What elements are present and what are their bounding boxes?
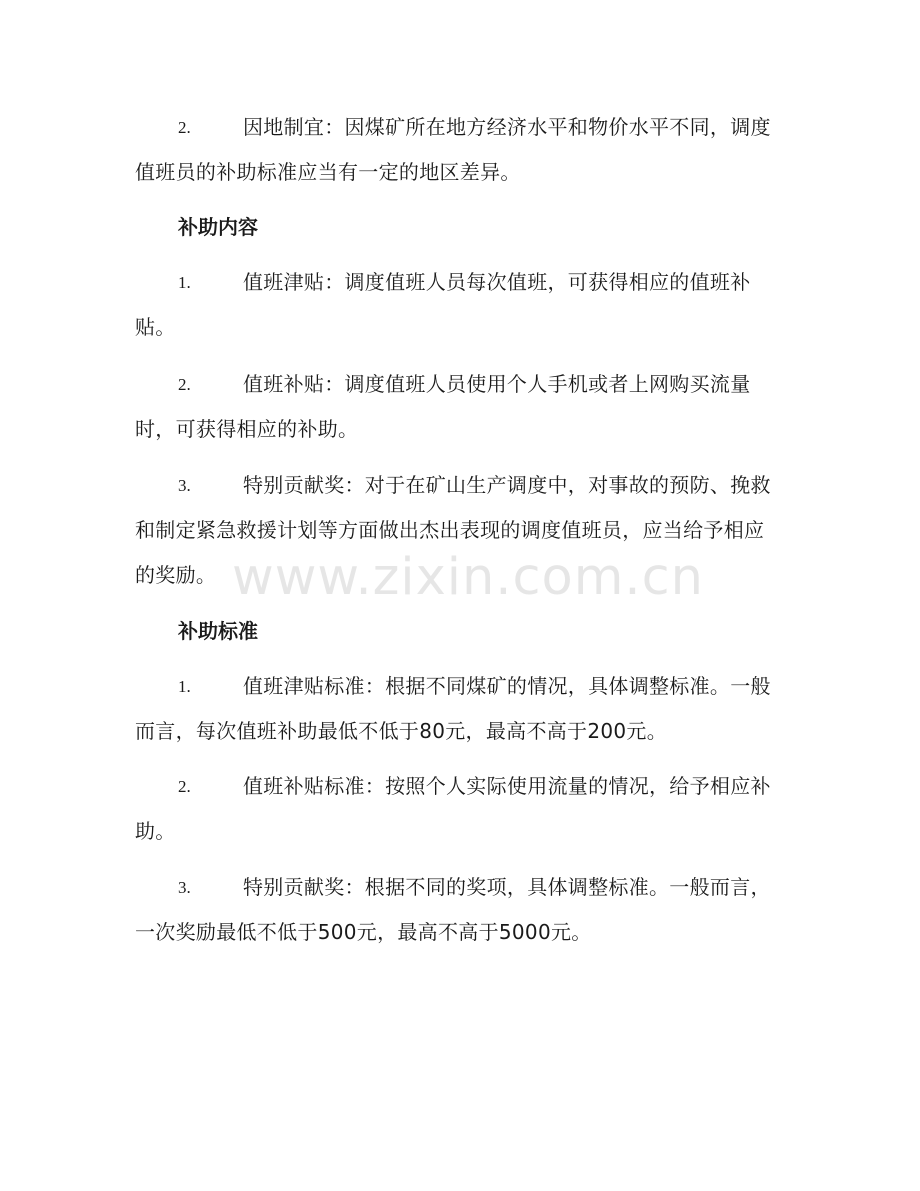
section-heading-standard: 补助标准 (178, 619, 258, 643)
item-number: 2. (178, 118, 191, 137)
list-item (135, 764, 780, 854)
item-number: 3. (178, 476, 191, 495)
item-text: 特别贡献奖：根据不同的奖项，具体调整标准。一般而言，一次奖励最低不低于500元，最高不高于5000元。 (135, 875, 771, 944)
item-number: 2. (178, 777, 191, 796)
list-item (135, 105, 780, 195)
item-number: 2. (178, 375, 191, 394)
item-text: 值班补贴：调度值班人员使用个人手机或者上网购买流量时，可获得相应的补助。 (135, 372, 751, 441)
item-text: 值班津贴：调度值班人员每次值班，可获得相应的值班补贴。 (135, 270, 751, 339)
item-text: 值班补贴标准：按照个人实际使用流量的情况，给予相应补助。 (135, 774, 771, 843)
watermark-text: www.zixin.com.cn (232, 548, 704, 607)
item-number: 1. (178, 677, 191, 696)
list-item (135, 865, 780, 955)
item-text: 因地制宜：因煤矿所在地方经济水平和物价水平不同，调度值班员的补助标准应当有一定的地区差异。 (135, 115, 771, 184)
list-item (135, 362, 780, 452)
item-number: 1. (178, 273, 191, 292)
list-item (135, 463, 780, 598)
item-text: 值班津贴标准：根据不同煤矿的情况，具体调整标准。一般而言，每次值班补助最低不低于80元，最高不高于200元。 (135, 674, 771, 743)
list-item (135, 664, 780, 754)
list-item (135, 260, 780, 350)
section-heading-content: 补助内容 (178, 215, 258, 239)
item-number: 3. (178, 878, 191, 897)
item-text: 特别贡献奖：对于在矿山生产调度中，对事故的预防、挽救和制定紧急救援计划等方面做出杰出表现的调度值班员，应当给予相应的奖励。 (135, 473, 771, 587)
